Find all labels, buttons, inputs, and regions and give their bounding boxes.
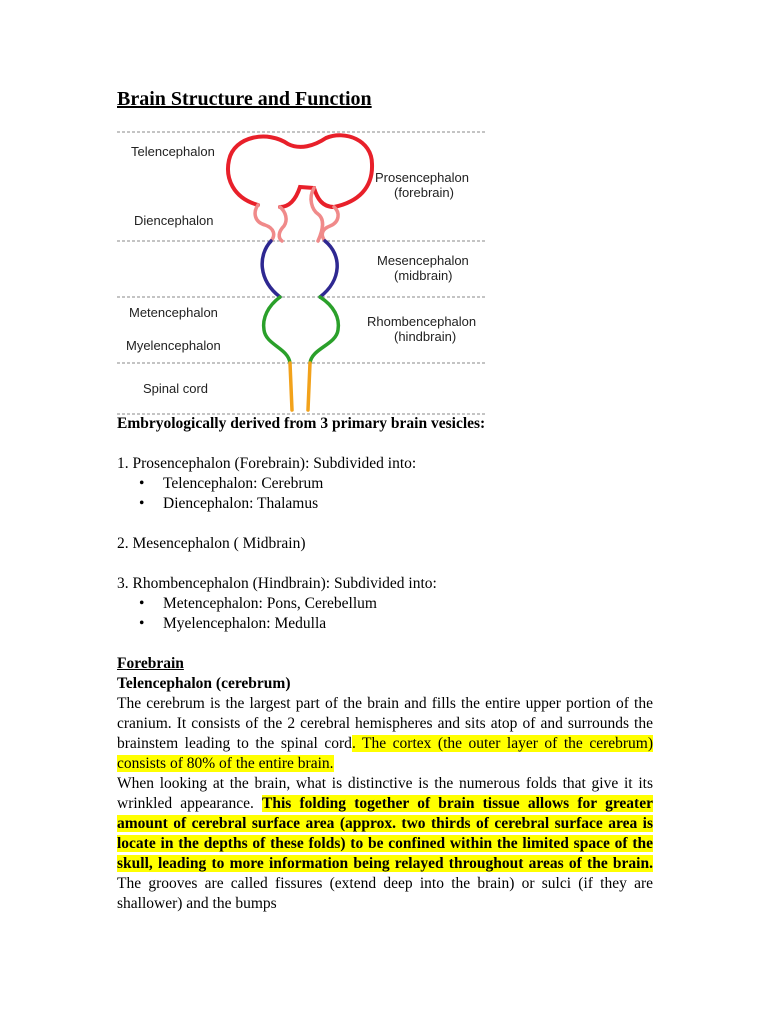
list-item: • Diencephalon: Thalamus: [163, 494, 653, 514]
paragraph-cerebrum: [117, 694, 653, 774]
brain-vesicles-diagram: [0, 0, 768, 420]
rhombencephalon-subdivisions: [117, 594, 653, 634]
list-item-rhombencephalon: 3. Rhombencephalon (Hindbrain): Subdivided into:: [117, 575, 437, 592]
rhombencephalon-right: [310, 297, 338, 363]
diencephalon-left-inner: [322, 207, 338, 241]
label-midbrain: (midbrain): [394, 268, 453, 283]
paragraph-folds-tail: The grooves are called fissures (extend deep into the brain) or sulci (if they are shallower) and the bumps: [117, 875, 653, 912]
list-item: • Metencephalon: Pons, Cerebellum: [163, 594, 653, 614]
document-body: [117, 414, 653, 914]
label-mesencephalon: Mesencephalon: [377, 253, 469, 268]
highlight-folding: This folding together of brain tissue allows for greater amount of cerebral surface area (approx. two thirds of cerebral surface area is locate in the depths of these folds) to be confined within the limited space of the skull, leading to more information being relayed throughout areas of the brain.: [117, 795, 653, 872]
telencephalon-heading-bold: Telencephalon: [117, 675, 213, 692]
page-title: Brain Structure and Function: [117, 88, 372, 110]
telencephalon-heading: [117, 674, 653, 694]
forebrain-heading: Forebrain: [117, 655, 184, 672]
list-item: • Telencephalon: Cerebrum: [163, 474, 653, 494]
spinal-cord-right: [308, 363, 310, 410]
label-forebrain: (forebrain): [394, 185, 454, 200]
list-item-prosencephalon: 1. Prosencephalon (Forebrain): Subdivided into:: [117, 455, 417, 472]
telencephalon-outline: [228, 135, 372, 207]
diencephalon-left: [255, 205, 274, 241]
diencephalon-right: [279, 207, 286, 241]
paragraph-folds: [117, 774, 653, 914]
label-metencephalon: Metencephalon: [129, 305, 218, 320]
label-hindbrain: (hindbrain): [394, 329, 457, 344]
list-item: • Myelencephalon: Medulla: [163, 614, 653, 634]
label-myelencephalon: Myelencephalon: [126, 338, 221, 353]
list-item-mesencephalon: 2. Mesencephalon ( Midbrain): [117, 535, 306, 552]
mesencephalon-left: [262, 241, 280, 297]
label-diencephalon: Diencephalon: [134, 213, 214, 228]
label-rhombencephalon: Rhombencephalon: [367, 314, 477, 329]
spinal-cord-left: [290, 363, 292, 410]
label-telencephalon: Telencephalon: [131, 144, 215, 159]
telencephalon-heading-rest: (cerebrum): [212, 675, 291, 692]
label-spinal-cord: Spinal cord: [143, 381, 209, 396]
paragraph-folds-text: When looking at the brain, what is distinctive is the numerous folds that give it its wrinkled appearance.: [117, 775, 653, 812]
prosencephalon-subdivisions: [117, 474, 653, 514]
highlight-cortex: . The cortex (the outer layer of the cerebrum) consists of 80% of the entire brain.: [117, 735, 654, 772]
paragraph-cerebrum-text: The cerebrum is the largest part of the brain and fills the entire upper portion of the cranium. It consists of the 2 cerebral hemispheres and sits atop of and surrounds the brainstem leading to the spinal cord: [117, 695, 653, 752]
mesencephalon-right: [320, 241, 337, 297]
label-prosencephalon: Prosencephalon: [375, 170, 469, 185]
rhombencephalon-left: [264, 297, 290, 363]
vesicles-heading: Embryologically derived from 3 primary brain vesicles:: [117, 415, 486, 432]
